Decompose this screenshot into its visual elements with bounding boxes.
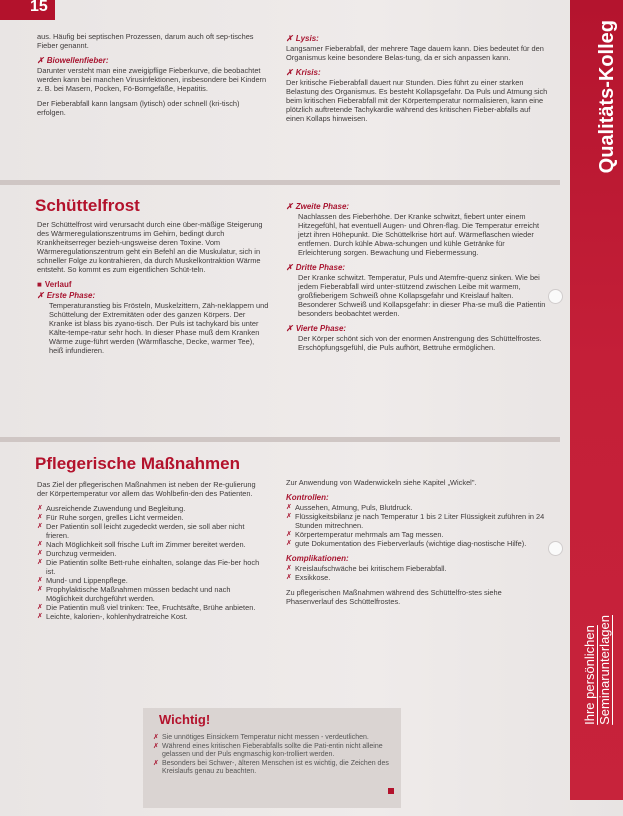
list-item: ✗ Besonders bei Schwer-, älteren Menschen ist es wichtig, die Zeichen des Kreislaufs genau zu beachten. [153,760,393,777]
pflege-intro: Das Ziel der pflegerischen Maßnahmen ist neben der Re-gulierung der Körpertemperatur vor allem das Wohlbefin-den des Patienten. [37,480,256,498]
punch-hole [548,541,563,556]
top-right-column [286,32,548,129]
list-item: ✗ Exsikkose. [286,573,548,582]
corner-marker [388,788,394,794]
section-divider [0,437,560,442]
wickel-text: Zur Anwendung von Wadenwickeln siehe Kapitel „Wickel". [286,478,477,487]
lysis-text: Langsamer Fieberabfall, der mehrere Tage dauern kann. Dies bedeutet für den Organismus keine besondere Belas-tung, da er sich anpassen kann. [286,44,544,62]
subheading-biphasic: ✗ Biowellenfieber: [37,56,109,65]
phase4-heading: ✗ Vierte Phase: [286,324,347,333]
closing-text: Zu pflegerischen Maßnahmen während des Schüttelfro-stes siehe Phasenverlauf des Schüttelfrostes. [286,588,502,606]
list-item: ✗ Mund- und Lippenpflege. [37,576,267,585]
list-item: ✗ Durchzug vermeiden. [37,549,267,558]
schuettelfrost-heading: Schüttelfrost [35,196,140,215]
phase2-heading: ✗ Zweite Phase: [286,202,350,211]
sidebar-subtitle [582,615,612,725]
list-item: ✗ Leichte, kalorien-, kohlenhydratreiche Kost. [37,612,267,621]
pflege-heading: Pflegerische Maßnahmen [35,454,241,473]
page-number-block [0,0,55,20]
list-item: ✗ Sie unnötiges Einsickern Temperatur nicht messen - verdeutlichen. [153,734,393,743]
komplikationen-list [286,564,548,582]
list-item: ✗ Prophylaktische Maßnahmen müssen bedacht und nach Möglichkeit durchgeführt werden. [37,585,267,603]
kontrollen-list [286,503,548,548]
punch-hole [548,289,563,304]
phase1-text: Temperaturanstieg bis Frösteln, Muskelzittern, Zäh-neklappern und Schüttelung der Extremitäten oder des ganzen Körpers. Der Kranke ist blass bis zyano-tisch. Der Puls ist tachykard bis unter Kälte-tempe-ratur sehr hoch. In dieser Phase muß dem Kranken Wärme zuge-führt werden (Wärmflasche, Decke, warmer Tee), heiß infundieren. [49,301,269,355]
pflege-right-column [286,478,548,612]
krisis-text: Der kritische Fieberabfall dauert nur Stunden. Dies führt zu einer starken Belastung des Organismus. Es besteht Kollapsgefahr. Da Puls und Atmung sich beim kritischen Fieberabfall mit der Körpertemperatur normalisieren, kann eine plötzlich auftretende Tachykardie während des kritischen Fieber-abfalls auf einen Kollaps hinweisen. [286,78,548,123]
intro-text: aus. Häufig bei septischen Prozessen, darum auch oft sep-tisches Fieber genannt. [37,32,254,50]
list-item: ✗ Für Ruhe sorgen, grelles Licht vermeiden. [37,513,267,522]
subheading-krisis: ✗ Krisis: [286,68,321,77]
fall-text: Der Fieberabfall kann langsam (lytisch) oder schnell (kri-tisch) erfolgen. [37,99,240,117]
phase3-heading: ✗ Dritte Phase: [286,263,346,272]
important-heading: Wichtig! [159,712,211,727]
important-list [153,734,393,777]
sidebar-subtitle-line2: Seminarunterlagen [597,615,612,725]
list-item: ✗ Die Patientin muß viel trinken: Tee, Fruchtsäfte, Brühe anbieten. [37,603,267,612]
sidebar-title: Qualitäts-Kolleg [596,20,618,174]
schuettelfrost-left-column [37,220,269,361]
phase4-text: Der Körper schönt sich von der enormen Anstrengung des Schüttelfrostes. Erschöpfungsgefühl, die Puls aufhört, Bettruhe ermöglichen. [298,334,542,352]
list-item: ✗ Nach Möglichkeit soll frische Luft im Zimmer bereitet werden. [37,540,267,549]
top-left-column [37,32,267,123]
komplikationen-heading: Komplikationen: [286,554,349,563]
list-item: ✗ Ausreichende Zuwendung und Begleitung. [37,504,267,513]
list-item: ✗ Aussehen, Atmung, Puls, Blutdruck. [286,503,548,512]
phase1-heading: ✗ Erste Phase: [37,291,96,300]
sidebar-subtitle-line1: Ihre persönlichen [582,625,597,725]
list-item: ✗ Kreislaufschwäche bei kritischem Fieberabfall. [286,564,548,573]
schuettelfrost-intro: Der Schüttelfrost wird verursacht durch eine über-mäßige Steigerung des Wärmeregulationszentrums im Gehirn, bedingt durch Krankheitserreger bezieh-ungsweise deren Toxine. Vom Wärmeregulationszentrum geht ein Befehl an die Muskulatur, sich in schneller Folge zu kontrahieren, da durch Muskelkontraktion Wärme entsteht. So kommt es zum eigentlichen Schüt-teln. [37,220,263,274]
verlauf-heading: ■ Verlauf [37,280,72,289]
biphasic-text: Darunter versteht man eine zweigipflige Fieberkurve, die beobachtet werden kann bei manchen Virusinfektionen, insbesondere bei Kindern z. B. bei Masern, Pocken, Fö-Borngefäße, Hepatitis. [37,66,267,93]
phase3-text: Der Kranke schwitzt. Temperatur, Puls und Atemfre-quenz sinken. Wie bei jedem Fieberabfall wird unter-stützend zwischen Leibe mit warmem, großfieberigem Schweiß ohne Kollapsgefahr und Kreislauf halten. Besonderer Schweiß und Kollapsgefahr: in dieser Pha-se muß die Patientin besonders beobachtet werden. [298,273,546,318]
pflege-left-column [37,480,267,621]
list-item: ✗ Flüssigkeitsbilanz je nach Temperatur 1 bis 2 Liter Flüssigkeit zuführen in 24 Stunden mitrechnen. [286,512,548,530]
subheading-lysis: ✗ Lysis: [286,34,319,43]
schuettelfrost-right-column [286,200,548,358]
important-box [143,708,401,808]
list-item: ✗ Körpertemperatur mehrmals am Tag messen. [286,530,548,539]
section-divider [0,180,560,185]
list-item: ✗ Der Patientin soll leicht zugedeckt werden, sie soll aber nicht frieren. [37,522,267,540]
list-item: ✗ gute Dokumentation des Fieberverlaufs (wichtige diag-nostische Hilfe). [286,539,548,548]
list-item: ✗ Während eines kritischen Fieberabfalls sollte die Pati-entin nicht alleine gelassen und der Puls engmaschig kon-trolliert werden. [153,743,393,760]
page-number: 15 [30,0,48,15]
kontrollen-heading: Kontrollen: [286,493,329,502]
phase2-text: Nachlassen des Fieberhöhe. Der Kranke schwitzt, fiebert unter einem Hitzegefühl, hat eventuell Augen- und Ohren-flag. Die Temperatur erreicht jetzt ihren Höhepunkt. Die Schüttelkrise hört auf. Wärmeflaschen wieder entfernen. Durch kühle Abwa-schungen und kühle Getränke für Erleichterung sorgen. Bewachung und Fiebermessung. [298,212,540,257]
pflege-list [37,504,267,621]
list-item: ✗ Die Patientin sollte Bett-ruhe einhalten, solange das Fie-ber hoch ist. [37,558,267,576]
